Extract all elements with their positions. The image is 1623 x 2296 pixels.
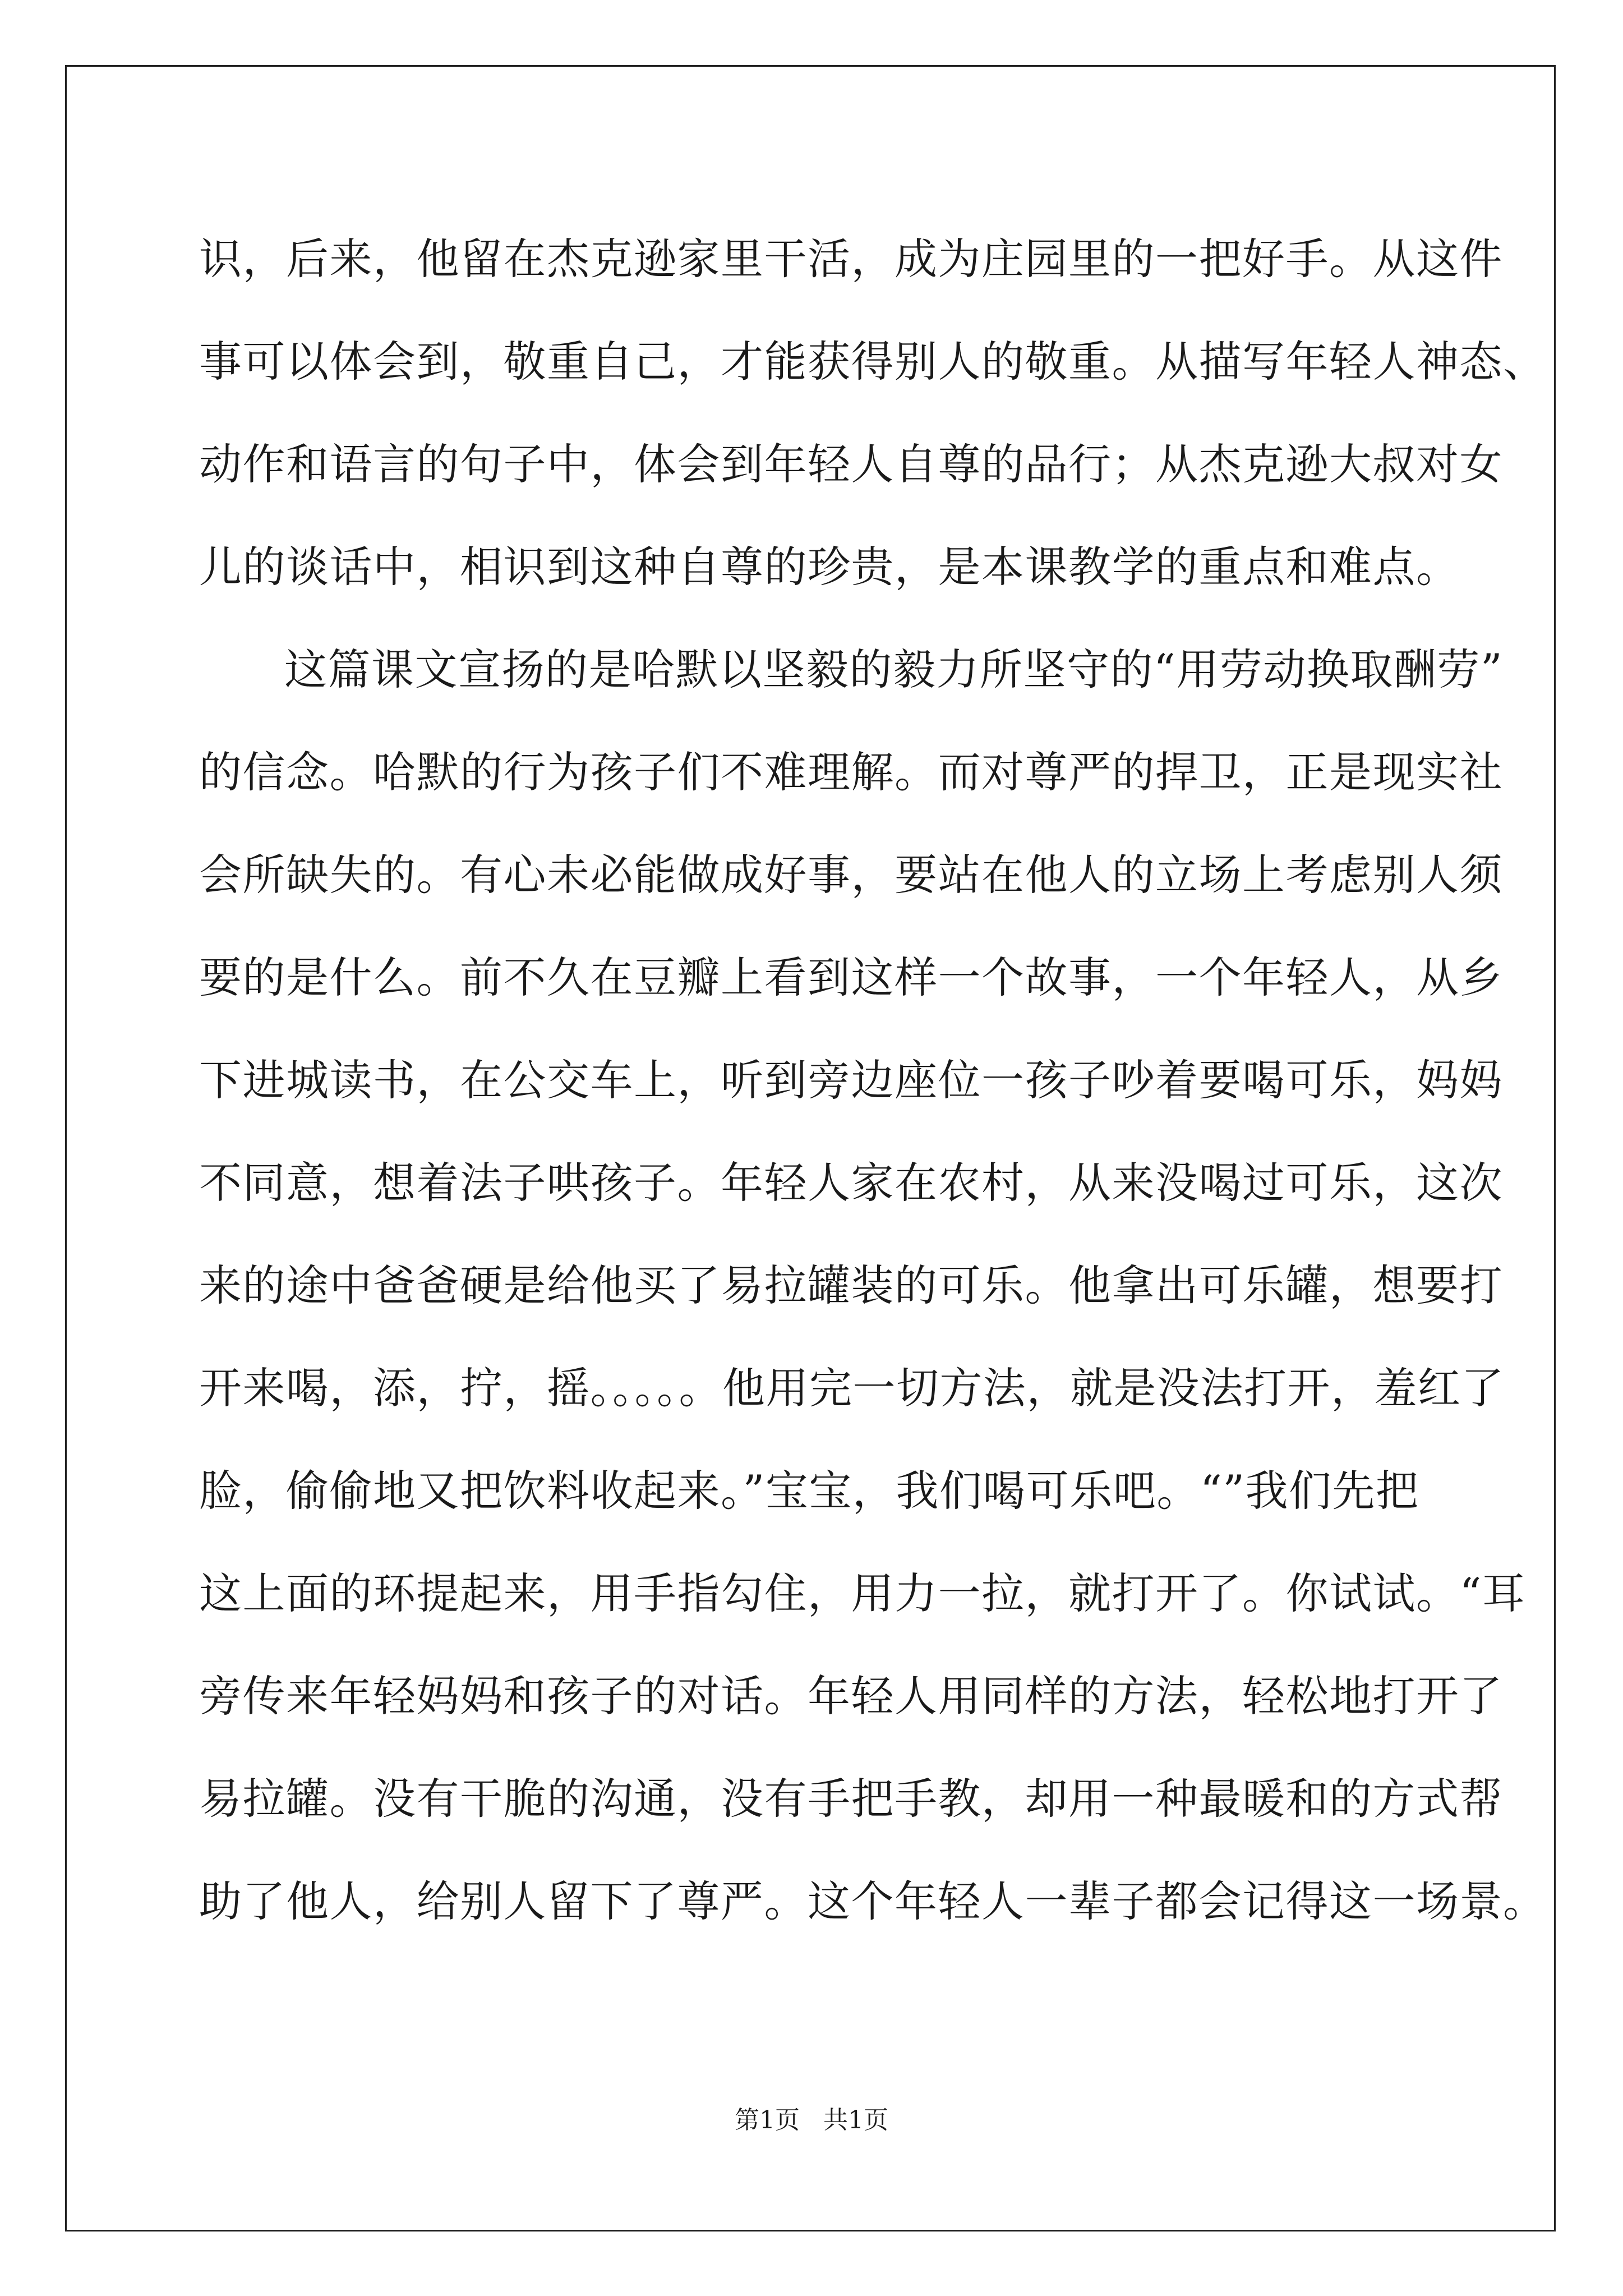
text-line: 要的是什么。前不久在豆瓣上看到这样一个故事，一个年轻人，从乡 bbox=[199, 953, 1503, 1002]
text-line: 识，后来，他留在杰克逊家里干活，成为庄园里的一把好手。从这件 bbox=[199, 234, 1503, 284]
page-number: 第1页 bbox=[735, 2106, 800, 2134]
text-line: 动作和语言的句子中，体会到年轻人自尊的品行；从杰克逊大叔对女 bbox=[199, 439, 1503, 489]
document-body bbox=[199, 208, 1547, 1953]
text-line: 开来喝，添，拧，摇。。。。。他用完一切方法，就是没法打开，羞红了 bbox=[199, 1363, 1505, 1413]
text-line: 助了他人，给别人留下了尊严。这个年轻人一辈子都会记得这一场景。 bbox=[199, 1876, 1547, 1926]
text-line: 儿的谈话中，相识到这种自尊的珍贵，是本课教学的重点和难点。 bbox=[199, 542, 1460, 592]
page-footer bbox=[0, 2104, 1623, 2137]
text-line: 来的途中爸爸硬是给他买了易拉罐装的可乐。他拿出可乐罐，想要打 bbox=[199, 1260, 1503, 1310]
page-total: 共1页 bbox=[823, 2106, 888, 2134]
text-line: 下进城读书，在公交车上，听到旁边座位一孩子吵着要喝可乐，妈妈 bbox=[199, 1055, 1503, 1105]
paragraph-2 bbox=[199, 618, 1547, 1953]
text-line: 这篇课文宣扬的是哈默以坚毅的毅力所坚守的“用劳动换取酬劳” bbox=[284, 645, 1504, 694]
text-line: 的信念。哈默的行为孩子们不难理解。而对尊严的捍卫，正是现实社 bbox=[199, 747, 1503, 797]
text-line: 不同意，想着法子哄孩子。年轻人家在农村，从来没喝过可乐，这次 bbox=[199, 1158, 1503, 1208]
text-line: 脸，偷偷地又把饮料收起来。”宝宝，我们喝可乐吧。“”我们先把 bbox=[199, 1466, 1419, 1516]
text-line: 旁传来年轻妈妈和孩子的对话。年轻人用同样的方法，轻松地打开了 bbox=[199, 1671, 1503, 1721]
footer-gap bbox=[800, 2106, 823, 2134]
text-line: 会所缺失的。有心未必能做成好事，要站在他人的立场上考虑别人须 bbox=[199, 850, 1503, 900]
text-line: 事可以体会到，敬重自己，才能获得别人的敬重。从描写年轻人神态、 bbox=[199, 337, 1547, 386]
text-line: 易拉罐。没有干脆的沟通，没有手把手教，却用一种最暖和的方式帮 bbox=[199, 1774, 1503, 1824]
paragraph-1 bbox=[199, 208, 1547, 618]
text-line: 这上面的环提起来，用手指勾住，用力一拉，就打开了。你试试。“耳 bbox=[199, 1568, 1526, 1618]
